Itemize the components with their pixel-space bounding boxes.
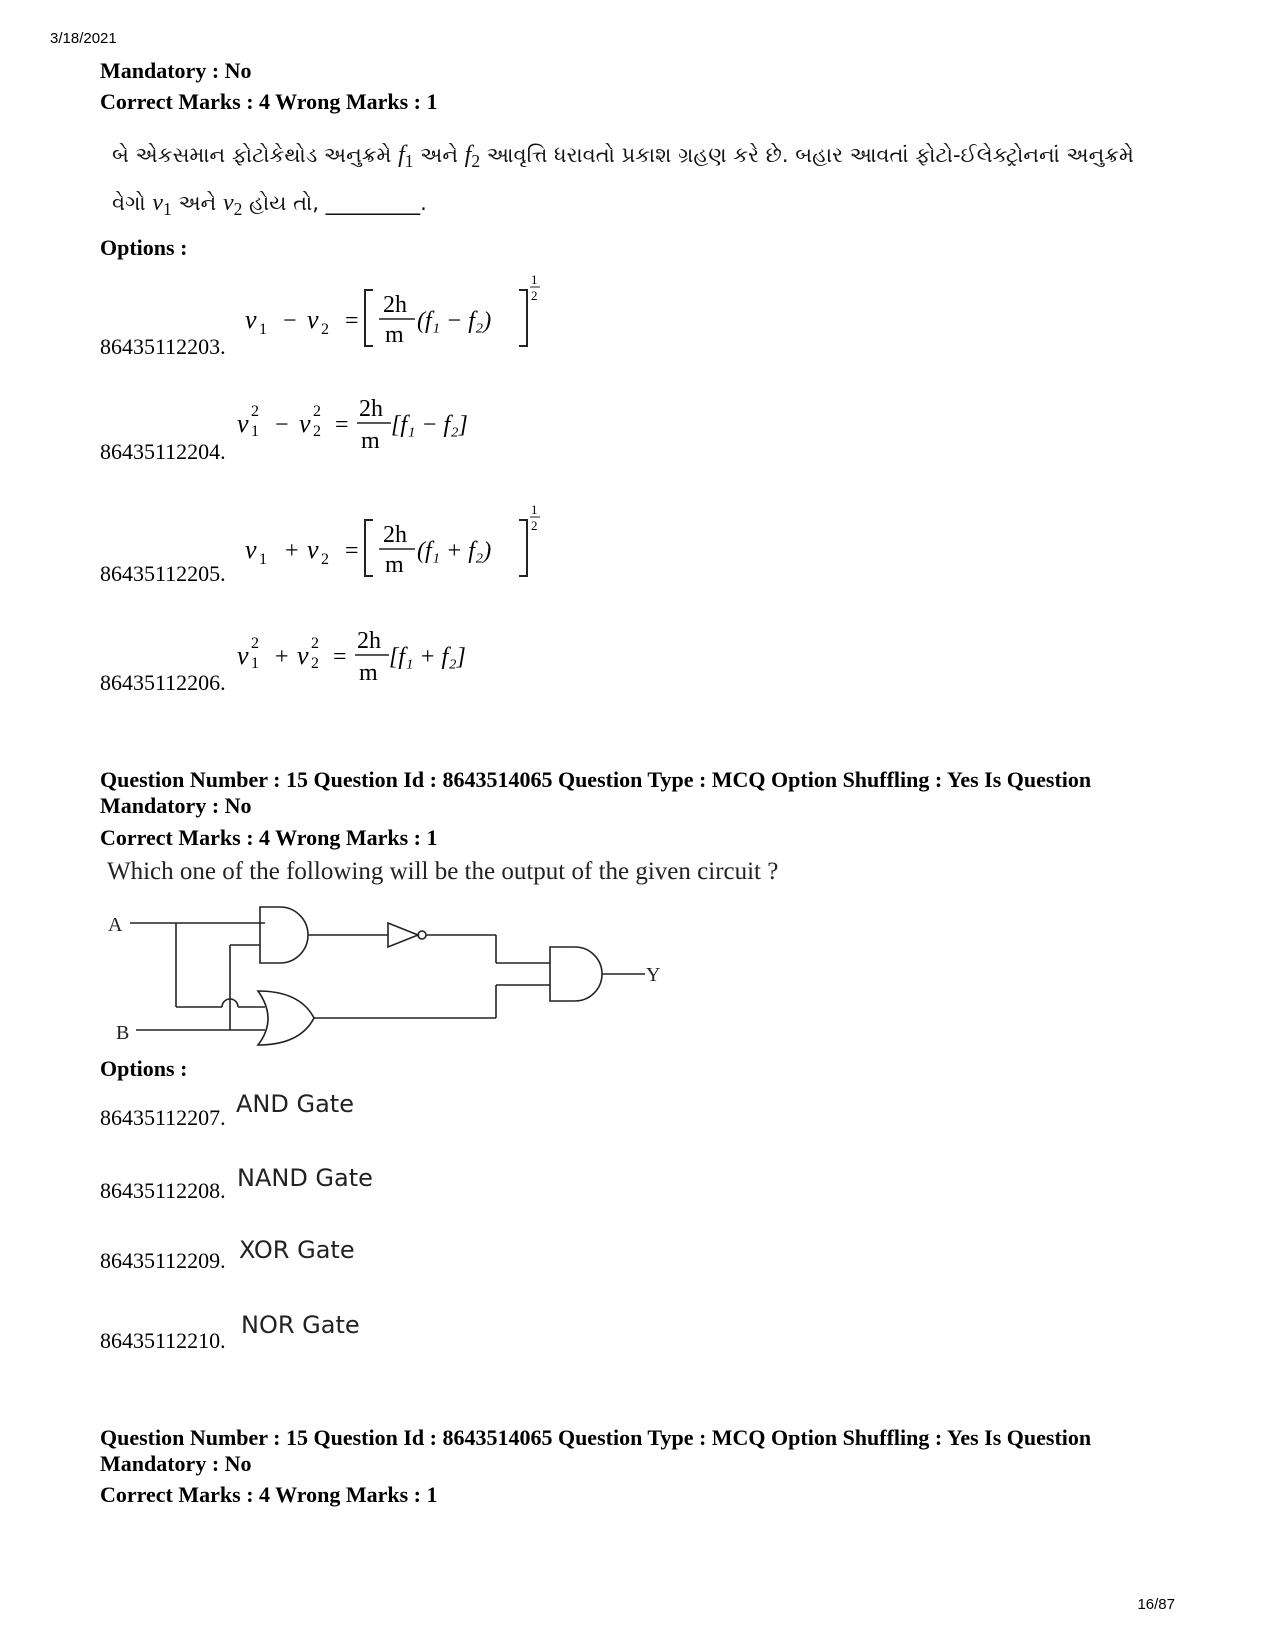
eq-denominator: m bbox=[361, 428, 380, 454]
q14-text-part: હોય તો, _________. bbox=[249, 191, 427, 216]
q14-question-line1 bbox=[112, 134, 1134, 182]
q15-question-text: Which one of the following will be the output of the given circuit ? bbox=[107, 858, 779, 885]
q14-option-4-equation bbox=[235, 620, 555, 690]
eq-sub: 1 bbox=[259, 321, 267, 338]
q14-option-id-3: 86435112205. bbox=[100, 561, 226, 586]
q14-option-2-equation bbox=[235, 390, 555, 460]
eq-op: + bbox=[275, 644, 289, 670]
q15b-mandatory: Mandatory : No bbox=[100, 1451, 252, 1476]
eq-term: v bbox=[237, 641, 249, 670]
q14-symbol-f2: f bbox=[464, 142, 472, 168]
eq-power-num: 1 bbox=[531, 502, 538, 517]
q14-symbol-f1: f bbox=[398, 142, 405, 168]
eq-numerator: 2h bbox=[383, 292, 407, 318]
eq-denominator: m bbox=[359, 660, 378, 686]
eq-sub: 1 bbox=[259, 551, 267, 568]
q14-marks: Correct Marks : 4 Wrong Marks : 1 bbox=[100, 89, 438, 114]
q14-text-part: બે એકસમાન ફોટોકેથોડ અનુક્રમે bbox=[112, 143, 392, 167]
print-date: 3/18/2021 bbox=[50, 30, 117, 47]
eq-bracket-body: [f₁ − f₂] bbox=[391, 412, 468, 438]
q15-mandatory: Mandatory : No bbox=[100, 793, 252, 818]
q15-option-id-4: 86435112210. bbox=[100, 1328, 226, 1353]
q15-option-text-2: NAND Gate bbox=[237, 1164, 373, 1192]
q14-symbol-v1: v bbox=[152, 190, 164, 217]
eq-sup: 2 bbox=[313, 403, 321, 420]
eq-term: v bbox=[307, 535, 319, 564]
eq-denominator: m bbox=[385, 552, 404, 578]
eq-term: v bbox=[245, 305, 257, 334]
output-y-label: Y bbox=[646, 964, 661, 986]
q14-option-3-equation bbox=[235, 498, 565, 588]
eq-numerator: 2h bbox=[359, 396, 383, 422]
q14-option-id-2: 86435112204. bbox=[100, 439, 226, 464]
and-gate-1 bbox=[260, 907, 308, 963]
eq-bracket-body: (f₁ + f₂) bbox=[417, 538, 492, 564]
left-bracket bbox=[365, 520, 373, 576]
q15-option-text-4: NOR Gate bbox=[241, 1311, 360, 1339]
q14-question-text bbox=[112, 134, 1134, 230]
eq-power-den: 2 bbox=[531, 518, 538, 533]
q14-text-part: વેગો bbox=[112, 191, 146, 216]
left-bracket bbox=[365, 290, 373, 346]
q14-symbol-f1-sub: 1 bbox=[404, 151, 414, 172]
eq-sup: 2 bbox=[311, 635, 319, 652]
q14-text-part: અને bbox=[178, 191, 217, 216]
q14-option-id-4: 86435112206. bbox=[100, 670, 226, 695]
eq-power-num: 1 bbox=[531, 272, 538, 287]
eq-term: v bbox=[307, 305, 319, 334]
q14-mandatory: Mandatory : No bbox=[100, 58, 252, 83]
eq-op: − bbox=[283, 308, 297, 334]
q14-options-label: Options : bbox=[100, 235, 188, 260]
eq-op: + bbox=[285, 538, 299, 564]
and-gate-2 bbox=[550, 947, 602, 1001]
q14-text-part: આવૃત્તિ ધરાવતો પ્રકાશ ગ્રહણ કરે છે. બહાર આવતાં ફોટો-ઈલેક્ટ્રોનનાં અનુક્રમે bbox=[486, 143, 1134, 167]
input-a-label: A bbox=[108, 914, 123, 936]
q14-option-id-1: 86435112203. bbox=[100, 334, 226, 359]
eq-sub: 2 bbox=[311, 655, 319, 672]
eq-sub: 2 bbox=[321, 321, 329, 338]
q15-option-text-3: XOR Gate bbox=[239, 1236, 355, 1264]
eq-term: v bbox=[297, 641, 309, 670]
logic-circuit-diagram bbox=[100, 895, 700, 1065]
q14-symbol-v2-sub: 2 bbox=[233, 199, 243, 220]
eq-sup: 2 bbox=[251, 403, 259, 420]
q15-option-text-1: AND Gate bbox=[236, 1090, 354, 1118]
eq-equals: = bbox=[345, 538, 359, 564]
or-gate bbox=[258, 991, 314, 1045]
eq-term: v bbox=[245, 535, 257, 564]
eq-bracket-body: [f₁ + f₂] bbox=[389, 644, 466, 670]
eq-denominator: m bbox=[385, 322, 404, 348]
q14-option-1-equation bbox=[235, 268, 565, 358]
q15-marks: Correct Marks : 4 Wrong Marks : 1 bbox=[100, 825, 438, 850]
q14-symbol-f2-sub: 2 bbox=[471, 151, 481, 172]
q15-option-id-1: 86435112207. bbox=[100, 1105, 226, 1130]
eq-sub: 1 bbox=[251, 423, 259, 440]
eq-term: v bbox=[299, 409, 311, 438]
eq-term: v bbox=[237, 409, 249, 438]
q15-option-id-3: 86435112209. bbox=[100, 1248, 226, 1273]
right-bracket bbox=[519, 520, 527, 576]
page-number: 16/87 bbox=[1137, 1596, 1175, 1613]
eq-op: − bbox=[275, 412, 289, 438]
eq-sub: 1 bbox=[251, 655, 259, 672]
eq-sub: 2 bbox=[313, 423, 321, 440]
q15-header: Question Number : 15 Question Id : 8643514065 Question Type : MCQ Option Shuffling : Yes Is Question bbox=[100, 767, 1092, 792]
q15b-header: Question Number : 15 Question Id : 8643514065 Question Type : MCQ Option Shuffling : Yes Is Question bbox=[100, 1425, 1092, 1450]
q15-option-id-2: 86435112208. bbox=[100, 1178, 226, 1203]
eq-equals: = bbox=[345, 308, 359, 334]
eq-sup: 2 bbox=[251, 635, 259, 652]
eq-power-den: 2 bbox=[531, 288, 538, 303]
q15b-marks: Correct Marks : 4 Wrong Marks : 1 bbox=[100, 1482, 438, 1507]
q14-symbol-v1-sub: 1 bbox=[163, 199, 172, 220]
eq-numerator: 2h bbox=[357, 628, 381, 654]
eq-bracket-body: (f₁ − f₂) bbox=[417, 308, 492, 334]
eq-equals: = bbox=[333, 644, 347, 670]
eq-sub: 2 bbox=[321, 551, 329, 568]
input-b-label: B bbox=[116, 1022, 130, 1044]
eq-numerator: 2h bbox=[383, 522, 407, 548]
q14-symbol-v2: v bbox=[222, 190, 234, 217]
not-gate bbox=[388, 923, 418, 947]
q14-text-part: અને bbox=[420, 143, 458, 167]
q14-question-line2 bbox=[112, 182, 1134, 230]
eq-equals: = bbox=[335, 412, 349, 438]
q15-options-label: Options : bbox=[100, 1056, 188, 1081]
right-bracket bbox=[519, 290, 527, 346]
